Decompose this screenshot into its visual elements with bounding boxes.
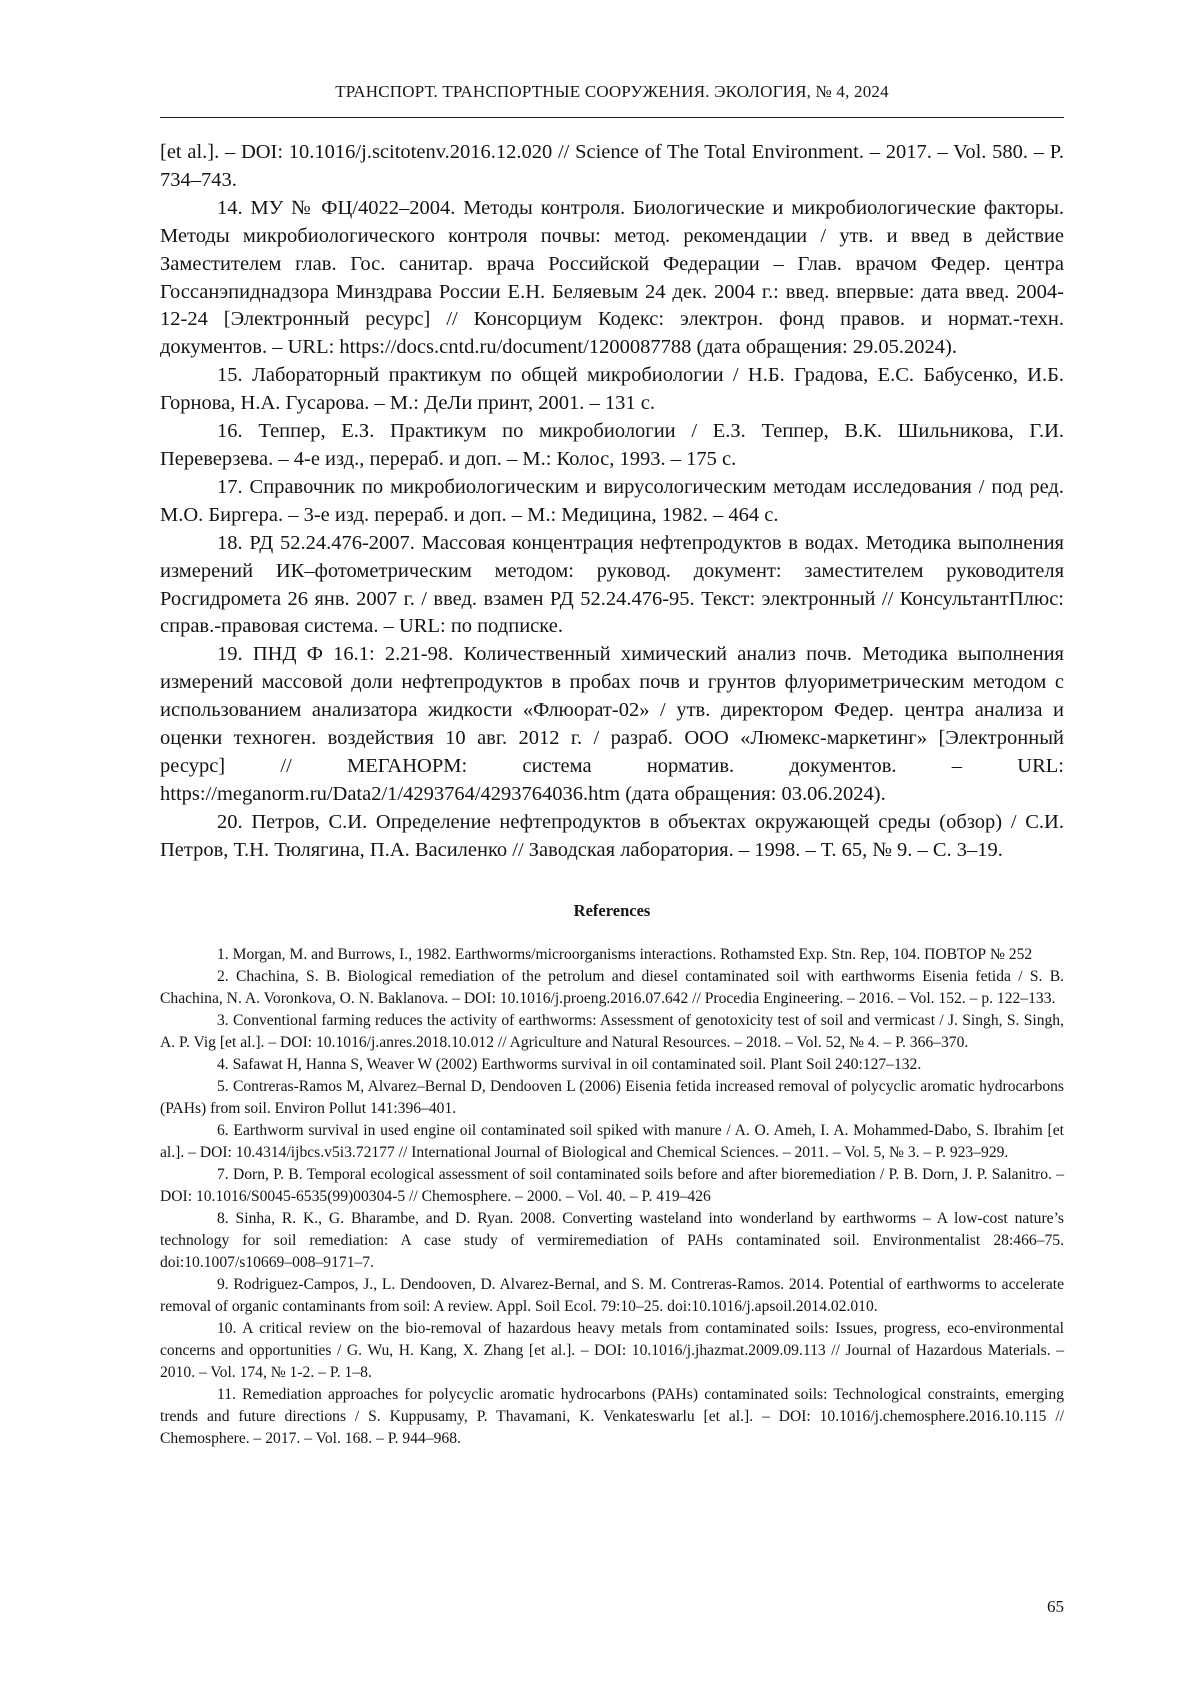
reference-item: 4. Safawat H, Hanna S, Weaver W (2002) Earthworms survival in oil contaminated soil. Plant Soil 240:127–132. xyxy=(160,1054,1064,1076)
reference-item: 10. A critical review on the bio-removal of hazardous heavy metals from contaminated soils: Issues, progress, eco-environmental concerns and opportunities / G. Wu, H. Kang, X. Zhang [et al.]. – DOI: 10.1016/j.jhazmat.2009.09.113 // Journal of Hazardous Materials. – 2010. – Vol. 174, № 1-2. – P. 1–8. xyxy=(160,1318,1064,1384)
reference-item: 11. Remediation approaches for polycyclic aromatic hydrocarbons (PAHs) contaminated soils: Technological constraints, emerging trends and future directions / S. Kuppusamy, P. Thavamani, K. Venkateswarlu [et al.]. – DOI: 10.1016/j.chemosphere.2016.10.115 // Chemosphere. – 2017. – Vol. 168. – P. 944–968. xyxy=(160,1384,1064,1450)
reference-item: 20. Петров, С.И. Определение нефтепродуктов в объектах окружающей среды (обзор) / С.И. Петров, Т.Н. Тюлягина, П.А. Василенко // Заводская лаборатория. – 1998. – Т. 65, № 9. – С. 3–19. xyxy=(160,809,1064,865)
reference-item: 8. Sinha, R. K., G. Bharambe, and D. Ryan. 2008. Converting wasteland into wonderland by earthworms – A low-cost nature’s technology for soil remediation: A case study of vermiremediation of PAHs contaminated soil. Environmentalist 28:466–75. doi:10.1007/s10669–008–9171–7. xyxy=(160,1208,1064,1274)
reference-item: 2. Chachina, S. B. Biological remediation of the petrolum and diesel contaminated soil with earthworms Eisenia fetida / S. B. Chachina, N. A. Voronkova, O. N. Baklanova. – DOI: 10.1016/j.proeng.2016.07.642 // Procedia Engineering. – 2016. – Vol. 152. – p. 122–133. xyxy=(160,966,1064,1010)
reference-item: 14. МУ № ФЦ/4022–2004. Методы контроля. Биологические и микробиологические факторы. Методы микробиологического контроля почвы: метод. рекомендации / утв. и введ в действие Заместителем глав. Гос. санитар. врача Российской Федерации – Глав. врачом Федер. центра Госсанэпиднадзора Минздрава России Е.Н. Беляевым 24 дек. 2004 г.: введ. впервые: дата введ. 2004-12-24 [Электронный ресурс] // Консорциум Кодекс: электрон. фонд правов. и нормат.-техн. документов. – URL: https://docs.cntd.ru/document/1200087788 (дата обращения: 29.05.2024). xyxy=(160,195,1064,362)
reference-item: 16. Теппер, Е.З. Практикум по микробиологии / Е.З. Теппер, В.К. Шильникова, Г.И. Переверзева. – 4-е изд., перераб. и доп. – М.: Колос, 1993. – 175 с. xyxy=(160,418,1064,474)
reference-item: 6. Earthworm survival in used engine oil contaminated soil spiked with manure / A. O. Ameh, I. A. Mohammed-Dabo, S. Ibrahim [et al.]. – DOI: 10.4314/ijbcs.v5i3.72177 // International Journal of Biological and Chemical Sciences. – 2011. – Vol. 5, № 3. – P. 923–929. xyxy=(160,1120,1064,1164)
reference-item: 5. Contreras-Ramos M, Alvarez–Bernal D, Dendooven L (2006) Eisenia fetida increased removal of polycyclic aromatic hydrocarbons (PAHs) from soil. Environ Pollut 141:396–401. xyxy=(160,1076,1064,1120)
header-divider xyxy=(160,117,1064,118)
reference-item: 7. Dorn, P. B. Temporal ecological assessment of soil contaminated soils before and after bioremediation / P. B. Dorn, J. P. Salanitro. – DOI: 10.1016/S0045-6535(99)00304-5 // Chemosphere. – 2000. – Vol. 40. – P. 419–426 xyxy=(160,1164,1064,1208)
reference-item: 15. Лабораторный практикум по общей микробиологии / Н.Б. Градова, Е.С. Бабусенко, И.Б. Горнова, Н.А. Гусарова. – М.: ДеЛи принт, 2001. – 131 с. xyxy=(160,362,1064,418)
page-number: 65 xyxy=(1047,1597,1064,1617)
reference-item: 9. Rodriguez-Campos, J., L. Dendooven, D. Alvarez-Bernal, and S. M. Contreras-Ramos. 2014. Potential of earthworms to accelerate removal of organic contaminants from soil: A review. Appl. Soil Ecol. 79:10–25. doi:10.1016/j.apsoil.2014.02.010. xyxy=(160,1274,1064,1318)
reference-continuation: [et al.]. – DOI: 10.1016/j.scitotenv.2016.12.020 // Science of The Total Environment. – 2017. – Vol. 580. – P. 734–743. xyxy=(160,139,1064,195)
reference-item: 18. РД 52.24.476-2007. Массовая концентрация нефтепродуктов в водах. Методика выполнения измерений ИК–фотометрическим методом: руковод. документ: заместителем руководителя Росгидромета 26 янв. 2007 г. / введ. взамен РД 52.24.476-95. Текст: электронный // КонсультантПлюс: справ.-правовая система. – URL: по подписке. xyxy=(160,530,1064,642)
journal-page xyxy=(0,0,1200,1698)
running-header: ТРАНСПОРТ. ТРАНСПОРТНЫЕ СООРУЖЕНИЯ. ЭКОЛОГИЯ, № 4, 2024 xyxy=(160,82,1064,102)
reference-item: 1. Morgan, M. and Burrows, I., 1982. Earthworms/microorganisms interactions. Rothamsted Exp. Stn. Rep, 104. ПОВТОР № 252 xyxy=(160,944,1064,966)
reference-item: 19. ПНД Ф 16.1: 2.21-98. Количественный химический анализ почв. Методика выполнения измерений массовой доли нефтепродуктов в пробах почв и грунтов флуориметрическим методом с использованием анализатора жидкости «Флюорат-02» / утв. директором Федер. центра анализа и оценки техноген. воздействия 10 авг. 2012 г. / разраб. ООО «Люмекс-маркетинг» [Электронный ресурс] // МЕГАНОРМ: система норматив. документов. – URL: https://meganorm.ru/Data2/1/4293764/4293764036.htm (дата обращения: 03.06.2024). xyxy=(160,641,1064,808)
english-reference-list xyxy=(160,944,1064,1450)
reference-item: 3. Conventional farming reduces the activity of earthworms: Assessment of genotoxicity test of soil and vermicast / J. Singh, S. Singh, A. P. Vig [et al.]. – DOI: 10.1016/j.anres.2018.10.012 // Agriculture and Natural Resources. – 2018. – Vol. 52, № 4. – P. 366–370. xyxy=(160,1010,1064,1054)
reference-item: 17. Справочник по микробиологическим и вирусологическим методам исследования / под ред. М.О. Биргера. – 3-е изд. перераб. и доп. – М.: Медицина, 1982. – 464 с. xyxy=(160,474,1064,530)
russian-reference-list xyxy=(160,139,1064,865)
references-heading: References xyxy=(160,901,1064,921)
